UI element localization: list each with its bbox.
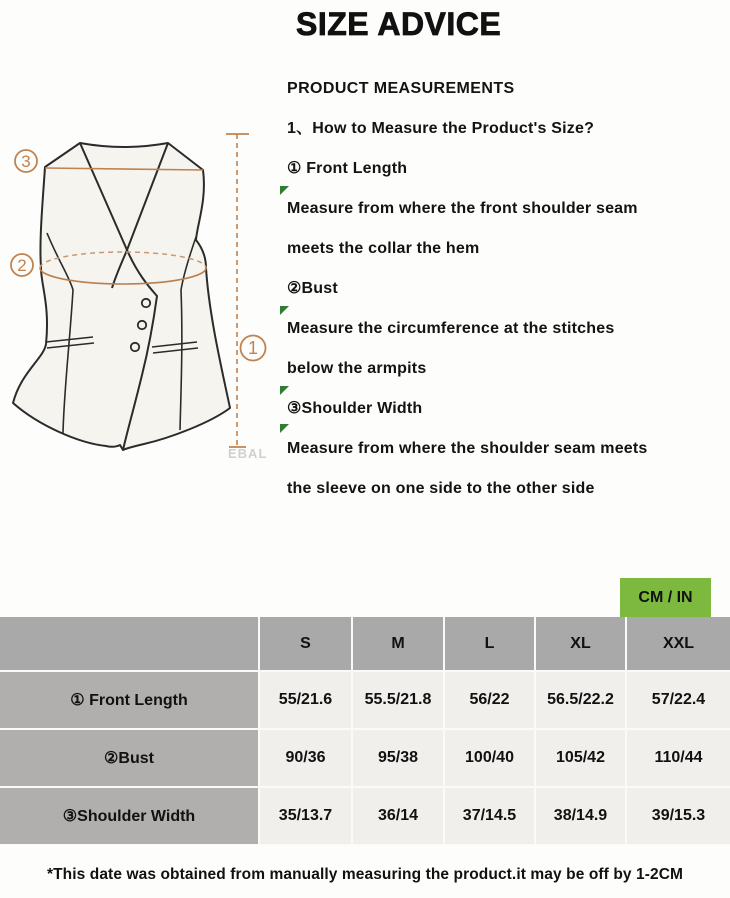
size-value-cell: 38/14.9	[536, 788, 625, 844]
vest-button	[142, 299, 150, 307]
item-heading-bust: ②Bust	[287, 280, 338, 297]
size-column-header: M	[353, 617, 443, 670]
table-corner-cell	[0, 617, 258, 670]
size-value-cell: 110/44	[627, 730, 730, 786]
svg-text:1: 1	[247, 338, 259, 358]
shoulder-width-description-line: the sleeve on one side to the other side	[287, 480, 595, 497]
green-arrow-icon	[280, 186, 289, 195]
size-value-cell: 90/36	[260, 730, 351, 786]
bust-description-line: below the armpits	[287, 360, 427, 377]
size-value-cell: 55/21.6	[260, 672, 351, 728]
size-value-cell: 57/22.4	[627, 672, 730, 728]
section-heading: PRODUCT MEASUREMENTS	[287, 80, 515, 97]
size-value-cell: 39/15.3	[627, 788, 730, 844]
size-column-header: L	[445, 617, 534, 670]
row-label-cell: ① Front Length	[0, 672, 258, 728]
vest-silhouette	[13, 143, 230, 450]
diagram-label-shoulder-width	[15, 150, 37, 172]
item-heading-front-length: ① Front Length	[287, 160, 408, 177]
unit-badge: CM / IN	[620, 578, 711, 617]
size-table	[0, 617, 730, 845]
row-label-cell: ②Bust	[0, 730, 258, 786]
size-value-cell: 56/22	[445, 672, 534, 728]
size-value-cell: 105/42	[536, 730, 625, 786]
size-value-cell: 35/13.7	[260, 788, 351, 844]
bust-description-line: Measure the circumference at the stitches	[287, 320, 615, 337]
size-value-cell: 55.5/21.8	[353, 672, 443, 728]
vest-measurement-diagram	[0, 120, 290, 470]
green-arrow-icon	[280, 306, 289, 315]
measurement-disclaimer: *This date was obtained from manually measuring the product.it may be off by 1-2CM	[46, 866, 684, 883]
green-arrow-icon	[280, 424, 289, 433]
size-column-header: XXL	[627, 617, 730, 670]
size-value-cell: 56.5/22.2	[536, 672, 625, 728]
diagram-label-front-length	[241, 336, 266, 361]
svg-text:2: 2	[17, 256, 27, 275]
page-title: SIZE ADVICE	[296, 6, 502, 42]
size-value-cell: 36/14	[353, 788, 443, 844]
vest-button	[138, 321, 146, 329]
size-column-header: S	[260, 617, 351, 670]
front-length-description-line: meets the collar the hem	[287, 240, 480, 257]
diagram-label-bust	[11, 254, 33, 276]
size-value-cell: 100/40	[445, 730, 534, 786]
how-to-measure-question: 1、How to Measure the Product's Size?	[287, 120, 595, 137]
svg-text:3: 3	[21, 152, 31, 171]
shoulder-width-description-line: Measure from where the shoulder seam meets	[287, 440, 648, 457]
row-label-cell: ③Shoulder Width	[0, 788, 258, 844]
vest-button	[131, 343, 139, 351]
size-value-cell: 95/38	[353, 730, 443, 786]
green-arrow-icon	[280, 386, 289, 395]
size-value-cell: 37/14.5	[445, 788, 534, 844]
front-length-description-line: Measure from where the front shoulder seam	[287, 200, 638, 217]
size-column-header: XL	[536, 617, 625, 670]
item-heading-shoulder-width: ③Shoulder Width	[287, 400, 423, 417]
watermark: EBAL	[228, 446, 268, 461]
